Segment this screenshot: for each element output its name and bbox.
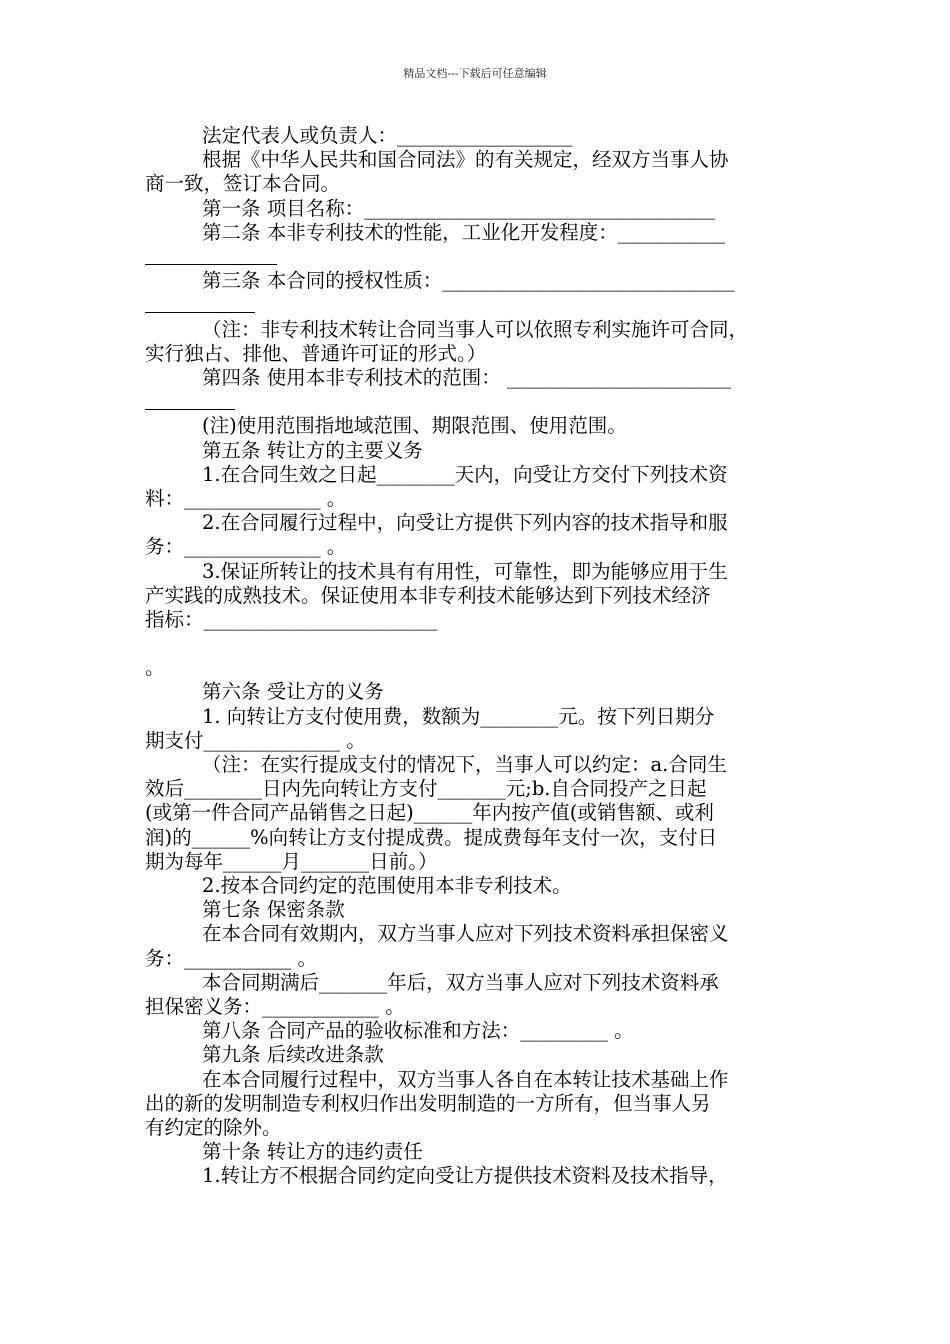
- blank-line-article-3: [145, 293, 807, 317]
- line-9-1c: 有约定的除外。: [145, 1116, 282, 1140]
- line-7-1b: 务：___________ 。: [145, 946, 317, 970]
- line-preamble-1: 根据《中华人民共和国合同法》的有关规定，经双方当事人协: [202, 148, 729, 172]
- line-7-1a: 在本合同有效期内，双方当事人应对下列技术资料承担保密义: [202, 922, 729, 946]
- line-6-1b: 期支付______________ 。: [145, 728, 366, 752]
- contract-body: [145, 124, 807, 1189]
- line-article-10: 第十条 转让方的违约责任: [202, 1140, 423, 1164]
- line-5-3c: 指标：________________________: [145, 608, 438, 632]
- line-article-4: 第四条 使用本非专利技术的范围： _______________________: [202, 366, 732, 389]
- line-note-6c: (或第一件合同产品销售之日起)______年内按产值(或销售额、或利: [145, 801, 714, 825]
- line-7-2b: 担保密义务：____________ 。: [145, 995, 405, 1019]
- line-5-2a: 2.在合同履行过程中，向受让方提供下列内容的技术指导和服: [202, 511, 728, 535]
- line-6-2: 2.按本合同约定的范围使用本非专利技术。: [202, 874, 572, 898]
- line-5-3a: 3.保证所转让的技术具有有用性，可靠性，即为能够应用于生: [202, 559, 728, 583]
- line-article-6: 第六条 受让方的义务: [202, 680, 384, 704]
- line-article-9: 第九条 后续改进条款: [202, 1043, 384, 1067]
- line-article-3: 第三条 本合同的授权性质：______________________________: [202, 269, 735, 293]
- line-article-5: 第五条 转让方的主要义务: [202, 438, 423, 462]
- blank-line-article-2: [145, 245, 807, 269]
- blank-line-article-4: [145, 390, 807, 414]
- line-legal-rep: 法定代表人或负责人：__________________: [202, 124, 573, 147]
- line-article-2: 第二条 本非专利技术的性能，工业化开发程度：___________: [202, 220, 725, 244]
- line-6-1a: 1. 向转让方支付使用费，数额为________元。按下列日期分: [202, 704, 715, 728]
- line-note-6d: 润)的______%向转让方支付提成费。提成费每年支付一次，支付日: [145, 825, 718, 849]
- line-5-3b: 产实践的成熟技术。保证使用本非专利技术能够达到下列技术经济: [145, 583, 711, 607]
- line-preamble-2: 商一致，签订本合同。: [145, 172, 341, 196]
- blank-line-5: [145, 632, 807, 656]
- line-9-1b: 出的新的发明制造专利权归作出发明制造的一方所有，但当事人另: [145, 1091, 711, 1115]
- page-header: 精品文档---下载后可任意编辑: [403, 67, 547, 80]
- line-note-4: (注)使用范围指地域范围、期限范围、使用范围。: [202, 414, 627, 438]
- line-5-1a: 1.在合同生效之日起________天内，向受让方交付下列技术资: [202, 462, 728, 486]
- line-note-6b: 效后________日内先向转让方支付_______元;b.自合同投产之日起: [145, 777, 707, 801]
- line-7-2a: 本合同期满后_______年后，双方当事人应对下列技术资料承: [202, 970, 719, 994]
- line-9-1a: 在本合同履行过程中，双方当事人各自在本转让技术基础上作: [202, 1067, 729, 1091]
- line-note-3b: 实行独占、排他、普通许可证的形式。）: [145, 341, 487, 365]
- line-5-2b: 务：______________ 。: [145, 535, 347, 559]
- line-note-3a: （注：非专利技术转让合同当事人可以依照专利实施许可合同，: [202, 317, 749, 341]
- line-5-end: 。: [145, 656, 165, 680]
- line-article-1: 第一条 项目名称：____________________________________: [202, 196, 716, 220]
- line-10-1: 1.转让方不根据合同约定向受让方提供技术资料及技术指导，: [202, 1164, 728, 1188]
- line-note-6a: （注：在实行提成支付的情况下，当事人可以约定：a.合同生: [202, 753, 727, 777]
- line-article-8: 第八条 合同产品的验收标准和方法：_________ 。: [202, 1019, 634, 1043]
- line-5-1b: 料：______________ 。: [145, 487, 347, 510]
- line-note-6e: 期为每年______月_______日前。）: [145, 849, 438, 873]
- line-article-7: 第七条 保密条款: [202, 898, 345, 922]
